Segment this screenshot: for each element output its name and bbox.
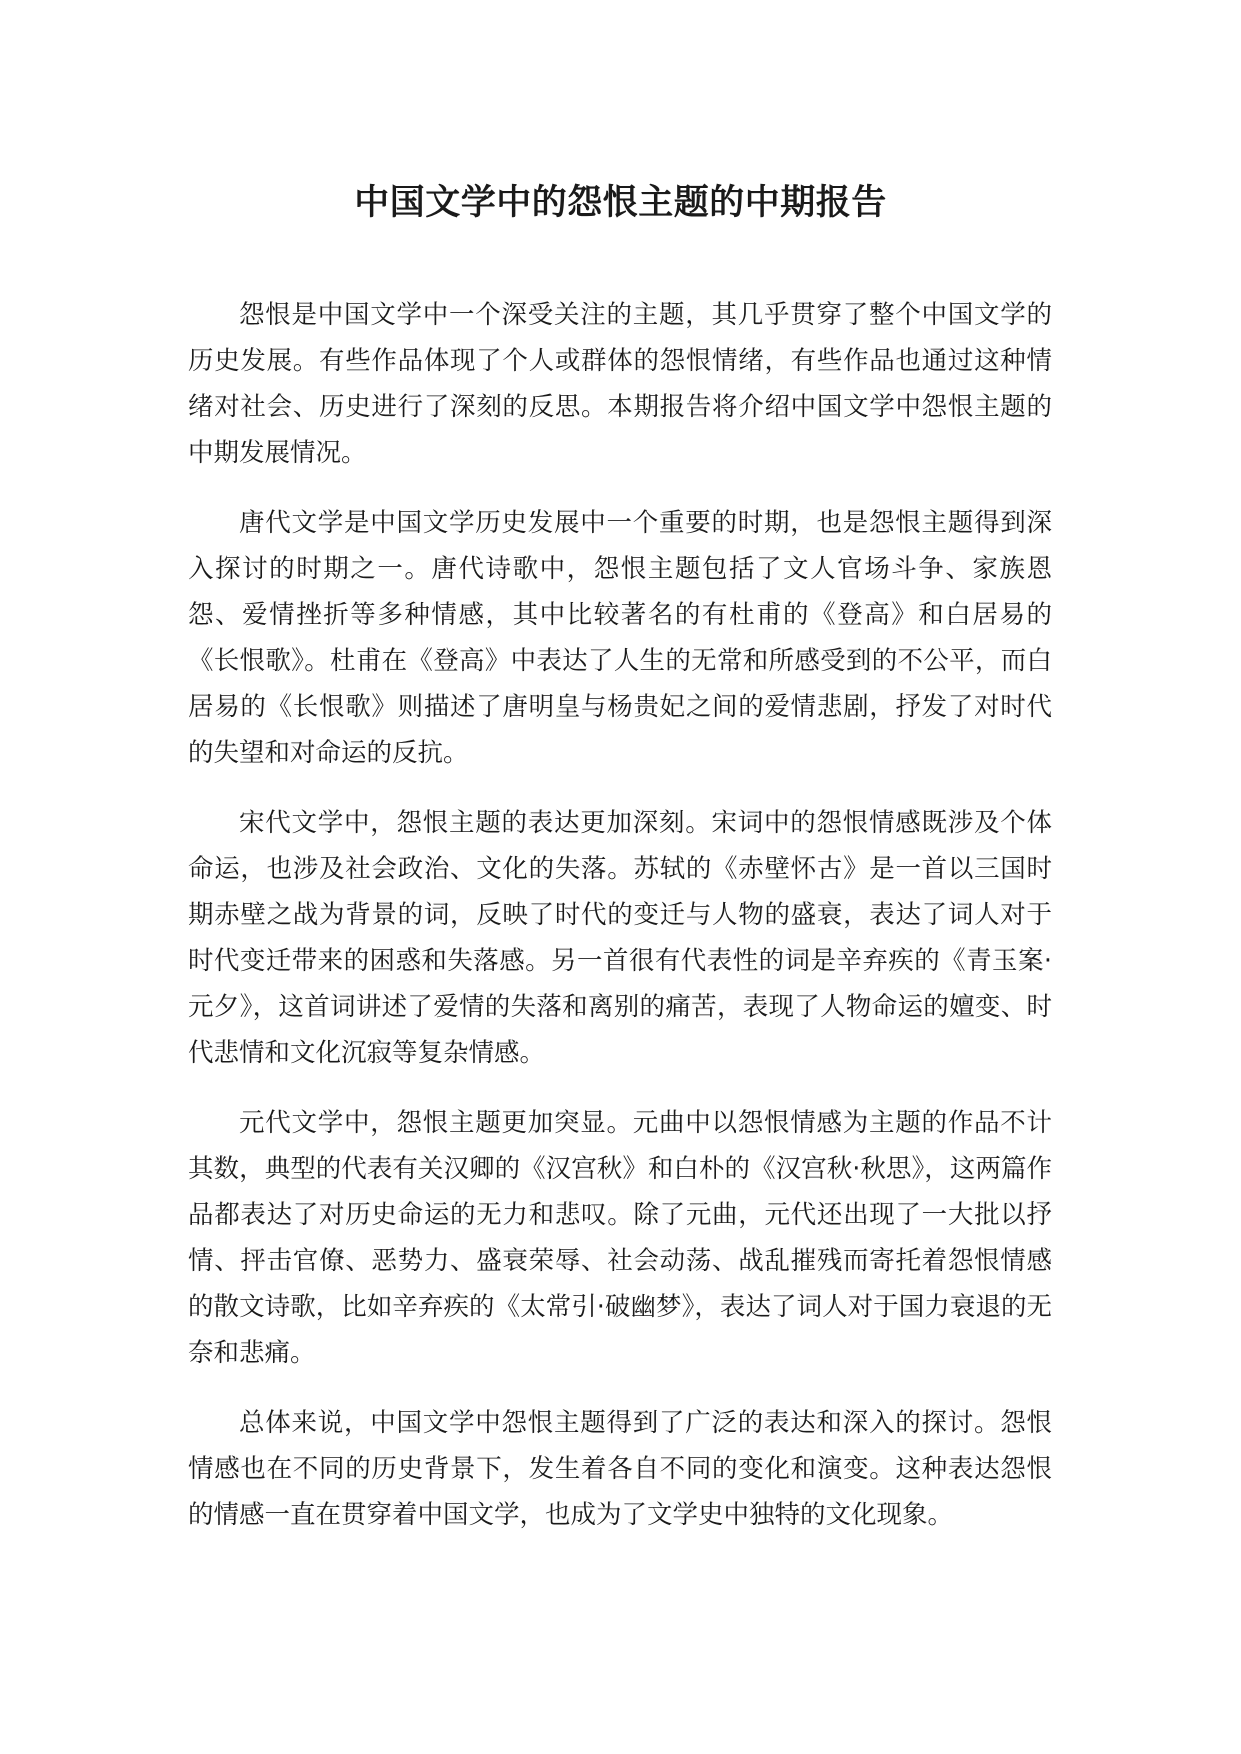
document-body — [188, 292, 1052, 1562]
paragraph-tang: 唐代文学是中国文学历史发展中一个重要的时期，也是怨恨主题得到深入探讨的时期之一。唐代诗歌中，怨恨主题包括了文人官场斗争、家族恩怨、爱情挫折等多种情感，其中比较著名的有杜甫的《登高》和白居易的《长恨歌》。杜甫在《登高》中表达了人生的无常和所感受到的不公平，而白居易的《长恨歌》则描述了唐明皇与杨贵妃之间的爱情悲剧，抒发了对时代的失望和对命运的反抗。 — [188, 508, 1052, 768]
document-title: 中国文学中的怨恨主题的中期报告 — [354, 183, 887, 223]
paragraph-conclusion: 总体来说，中国文学中怨恨主题得到了广泛的表达和深入的探讨。怨恨情感也在不同的历史背景下，发生着各自不同的变化和演变。这种表达怨恨的情感一直在贯穿着中国文学，也成为了文学史中独特的文化现象。 — [188, 1408, 1052, 1530]
paragraph-intro: 怨恨是中国文学中一个深受关注的主题，其几乎贯穿了整个中国文学的历史发展。有些作品体现了个人或群体的怨恨情绪，有些作品也通过这种情绪对社会、历史进行了深刻的反思。本期报告将介绍中国文学中怨恨主题的中期发展情况。 — [188, 300, 1052, 468]
paragraph-yuan: 元代文学中，怨恨主题更加突显。元曲中以怨恨情感为主题的作品不计其数，典型的代表有关汉卿的《汉宫秋》和白朴的《汉宫秋·秋思》，这两篇作品都表达了对历史命运的无力和悲叹。除了元曲，元代还出现了一大批以抒情、抨击官僚、恶势力、盛衰荣辱、社会动荡、战乱摧残而寄托着怨恨情感的散文诗歌，比如辛弃疾的《太常引·破幽梦》，表达了词人对于国力衰退的无奈和悲痛。 — [188, 1108, 1052, 1368]
paragraph-song: 宋代文学中，怨恨主题的表达更加深刻。宋词中的怨恨情感既涉及个体命运，也涉及社会政治、文化的失落。苏轼的《赤壁怀古》是一首以三国时期赤壁之战为背景的词，反映了时代的变迁与人物的盛衰，表达了词人对于时代变迁带来的困惑和失落感。另一首很有代表性的词是辛弃疾的《青玉案·元夕》，这首词讲述了爱情的失落和离别的痛苦，表现了人物命运的嬗变、时代悲情和文化沉寂等复杂情感。 — [188, 808, 1052, 1068]
